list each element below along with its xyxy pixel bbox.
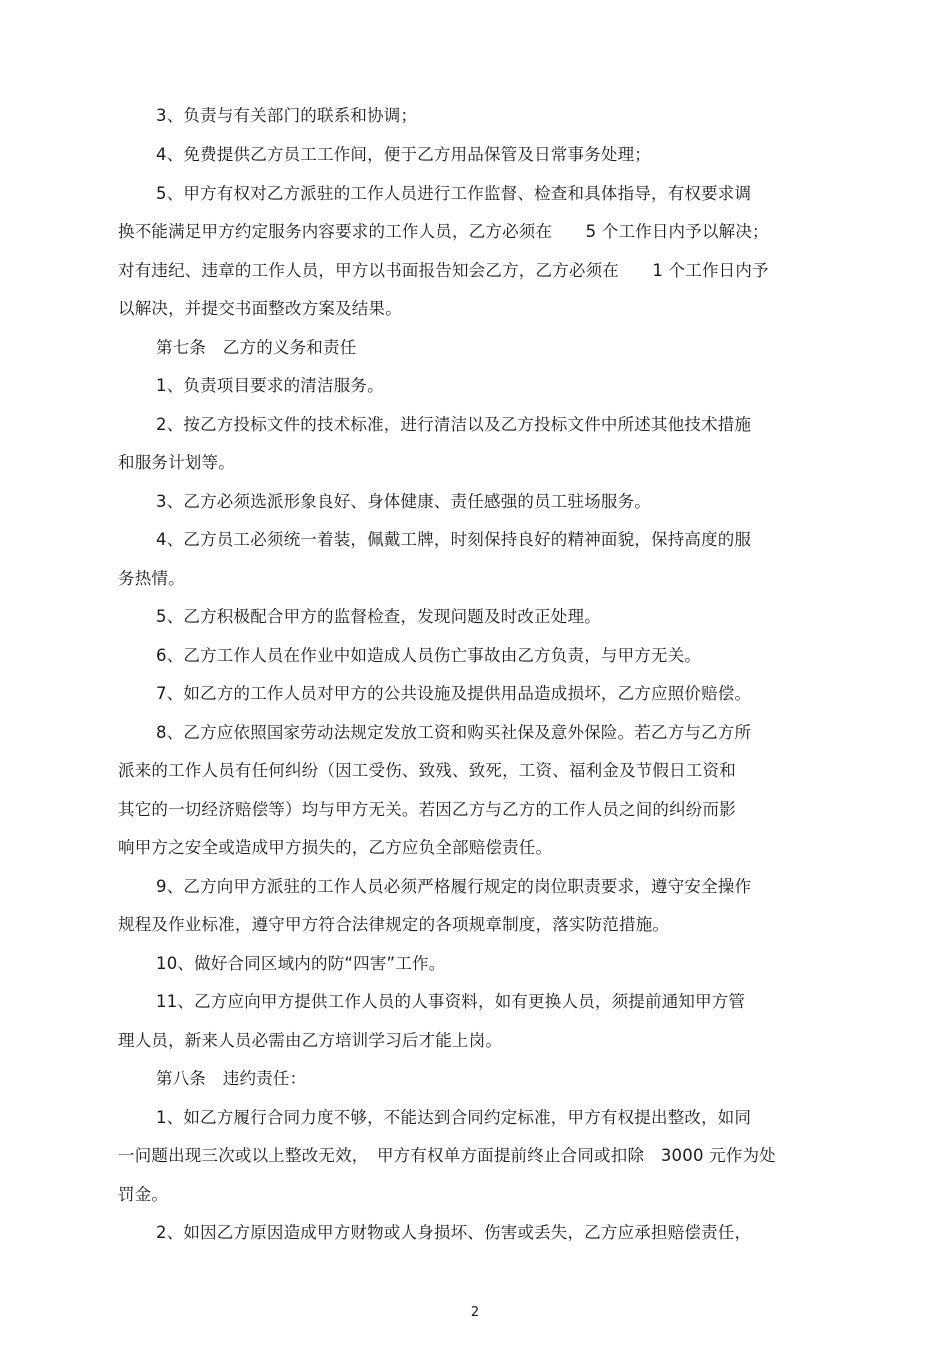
text-line: 和服务计划等。 (118, 453, 235, 472)
text-line: 2、如因乙方原因造成甲方财物或人身损坏、伤害或丢失，乙方应承担赔偿责任， (156, 1223, 752, 1242)
text-line: 1、如乙方履行合同力度不够，不能达到合同约定标准，甲方有权提出整改，如同 (156, 1108, 752, 1127)
text-line: 其它的一切经济赔偿等）均与甲方无关。若因乙方与乙方的工作人员之间的纠纷而影 (118, 800, 736, 819)
text-line: 2、按乙方投标文件的技术标准，进行清洁以及乙方投标文件中所述其他技术措施 (156, 415, 752, 434)
section-heading: 第七条 乙方的义务和责任 (156, 338, 357, 357)
text-line: 7、如乙方的工作人员对甲方的公共设施及提供用品造成损坏，乙方应照价赔偿。 (156, 684, 752, 703)
text-line: 派来的工作人员有任何纠纷（因工受伤、致残、致死，工资、福利金及节假日工资和 (118, 761, 736, 780)
text-line: 4、乙方员工必须统一着装，佩戴工牌，时刻保持良好的精神面貌，保持高度的服 (156, 530, 752, 549)
text-line: 4、免费提供乙方员工工作间，便于乙方用品保管及日常事务处理； (156, 145, 651, 164)
text-line: 一问题出现三次或以上整改无效， 甲方有权单方面提前终止合同或扣除 3000 元作为处 (118, 1146, 776, 1165)
text-line: 11、乙方应向甲方提供工作人员的人事资料，如有更换人员，须提前通知甲方管 (156, 992, 746, 1011)
text-line: 理人员，新来人员必需由乙方培训学习后才能上岗。 (118, 1031, 503, 1050)
text-line: 换不能满足甲方约定服务内容要求的工作人员，乙方必须在 5 个工作日内予以解决； (118, 222, 769, 241)
section-heading: 第八条 违约责任： (156, 1069, 307, 1088)
text-line: 5、甲方有权对乙方派驻的工作人员进行工作监督、检查和具体指导，有权要求调 (156, 184, 752, 203)
text-line: 以解决，并提交书面整改方案及结果。 (118, 299, 402, 318)
text-line: 对有违纪、违章的工作人员，甲方以书面报告知会乙方，乙方必须在 1 个工作日内予 (118, 261, 769, 280)
text-line: 罚金。 (118, 1185, 169, 1204)
text-line: 8、乙方应依照国家劳动法规定发放工资和购买社保及意外保险。若乙方与乙方所 (156, 723, 752, 742)
page-number: 2 (470, 1305, 480, 1320)
text-line: 10、做好合同区域内的防“四害”工作。 (156, 954, 446, 973)
text-line: 6、乙方工作人员在作业中如造成人员伤亡事故由乙方负责，与甲方无关。 (156, 646, 702, 665)
text-line: 5、乙方积极配合甲方的监督检查，发现问题及时改正处理。 (156, 607, 601, 626)
text-line: 响甲方之安全或造成甲方损失的，乙方应负全部赔偿责任。 (118, 838, 553, 857)
text-line: 3、负责与有关部门的联系和协调； (156, 106, 418, 125)
text-line: 务热情。 (118, 569, 185, 588)
text-line: 1、负责项目要求的清洁服务。 (156, 376, 384, 395)
text-line: 3、乙方必须选派形象良好、身体健康、责任感强的员工驻场服务。 (156, 492, 651, 511)
text-line: 9、乙方向甲方派驻的工作人员必须严格履行规定的岗位职责要求，遵守安全操作 (156, 877, 752, 896)
text-line: 规程及作业标准，遵守甲方符合法律规定的各项规章制度，落实防范措施。 (118, 915, 670, 934)
